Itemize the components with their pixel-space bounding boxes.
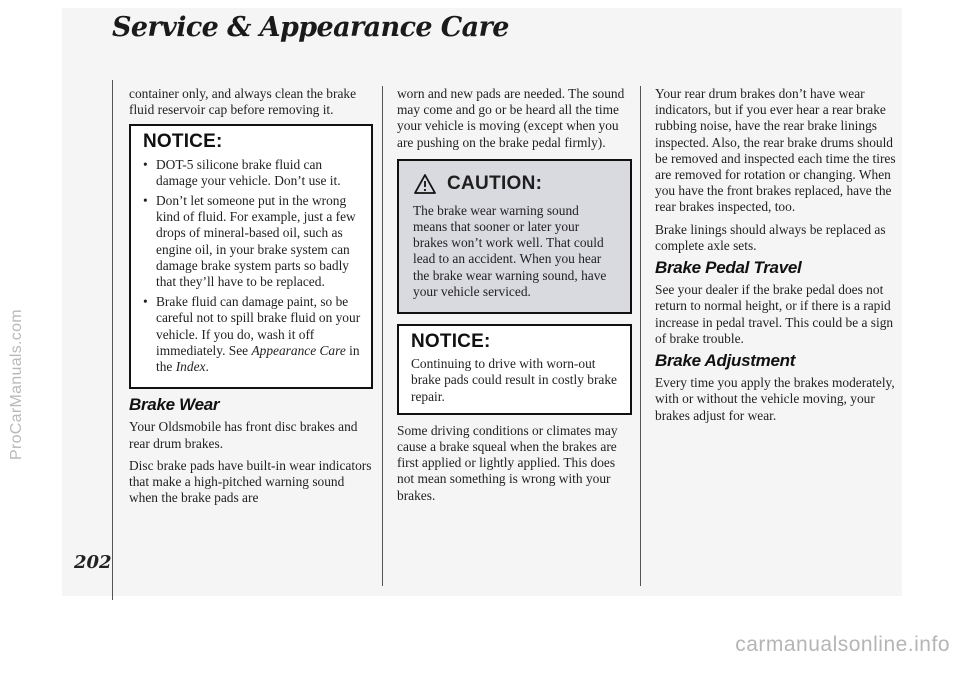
brake-adjustment-text: Every time you apply the brakes moderately, with or without the vehicle moving, your brakes adjust for wear.	[655, 375, 895, 423]
column-3	[655, 86, 899, 430]
col2-intro: worn and new pads are needed. The sound may come and go or be heard all the time your vehicle is moving (except when you are pushing on the brake pedal firmly).	[397, 86, 625, 150]
brake-wear-paragraph-2: Disc brake pads have built-in wear indicators that make a high-pitched warning sound when the brake pads are	[129, 457, 372, 506]
footer-bar	[0, 633, 960, 675]
col2-outro: Some driving conditions or climates may cause a brake squeal when the brakes are first applied or lightly applied. This does not mean something is wrong with your brakes.	[397, 422, 618, 503]
caution-heading-row	[413, 173, 616, 195]
left-margin-rule	[112, 80, 113, 600]
index-reference: Index	[175, 359, 206, 375]
rear-drum-paragraph: Your rear drum brakes don’t have wear indicators, but if you ever hear a rear brake rubbing noise, have the rear brake linings inspected. Also, the rear brake drums should be removed and inspected each time the tires are removed for rotation or changing. When you have the front brakes replaced, have the rear brakes inspected, too.	[655, 86, 896, 215]
brake-pedal-travel-heading: Brake Pedal Travel	[655, 258, 802, 278]
caution-box	[397, 159, 632, 314]
brake-wear-paragraph-1: Your Oldsmobile has front disc brakes and rear drum brakes.	[129, 419, 358, 451]
notice-bullet-2: • Don’t let someone put in the wrong kind of fluid. For example, just a few drops of mineral-based oil, such as engine oil, in your brake system can damage brake system parts so badly that they’ll have to be replaced.	[143, 193, 361, 290]
column-1	[129, 86, 373, 512]
footer-watermark: carmanualsonline.info	[735, 633, 950, 656]
brake-linings-paragraph: Brake linings should always be replaced as complete axle sets.	[655, 221, 886, 253]
notice-list	[143, 157, 361, 376]
appearance-care-reference: Appearance Care	[251, 342, 346, 358]
notice-heading-2: NOTICE:	[411, 331, 491, 353]
notice-pads-text: Continuing to drive with worn-out brake pads could result in costly brake repair.	[411, 356, 618, 404]
notice-bullet-3-text: Brake fluid can damage paint, so be careful not to spill brake fluid on your vehicle. If you do, wash it off immediately. See	[156, 294, 361, 358]
page-title: Service & Appearance Care	[112, 12, 509, 43]
column-divider-2	[640, 86, 641, 586]
page-number: 202	[74, 552, 112, 573]
brake-wear-heading: Brake Wear	[129, 395, 220, 415]
caution-heading: CAUTION:	[447, 172, 543, 194]
notice-bullet-3-in: in the	[156, 342, 360, 375]
caution-text: The brake wear warning sound means that sooner or later your brakes won’t work well. That could lead to an accident. When you hear the brake wear warning sound, have your vehicle serviced.	[413, 202, 607, 299]
brake-adjustment-heading: Brake Adjustment	[655, 351, 796, 371]
notice-bullet-3-end: .	[205, 359, 209, 375]
notice-box-pads	[397, 324, 632, 415]
column-2	[397, 86, 632, 510]
notice-box-fluid	[129, 124, 373, 389]
warning-triangle-icon	[413, 173, 437, 195]
notice-bullet-1: • DOT-5 silicone brake fluid can damage your vehicle. Don’t use it.	[143, 157, 361, 189]
column-divider-1	[382, 86, 383, 586]
notice-bullet-3	[143, 294, 361, 375]
brake-pedal-travel-text: See your dealer if the brake pedal does not return to normal height, or if there is a rapid increase in pedal travel. This could be a sign of brake trouble.	[655, 282, 894, 346]
side-watermark: ProCarManuals.com	[8, 309, 25, 460]
notice-heading: NOTICE:	[143, 131, 223, 153]
col1-intro: container only, and always clean the brake fluid reservoir cap before removing it.	[129, 86, 357, 118]
